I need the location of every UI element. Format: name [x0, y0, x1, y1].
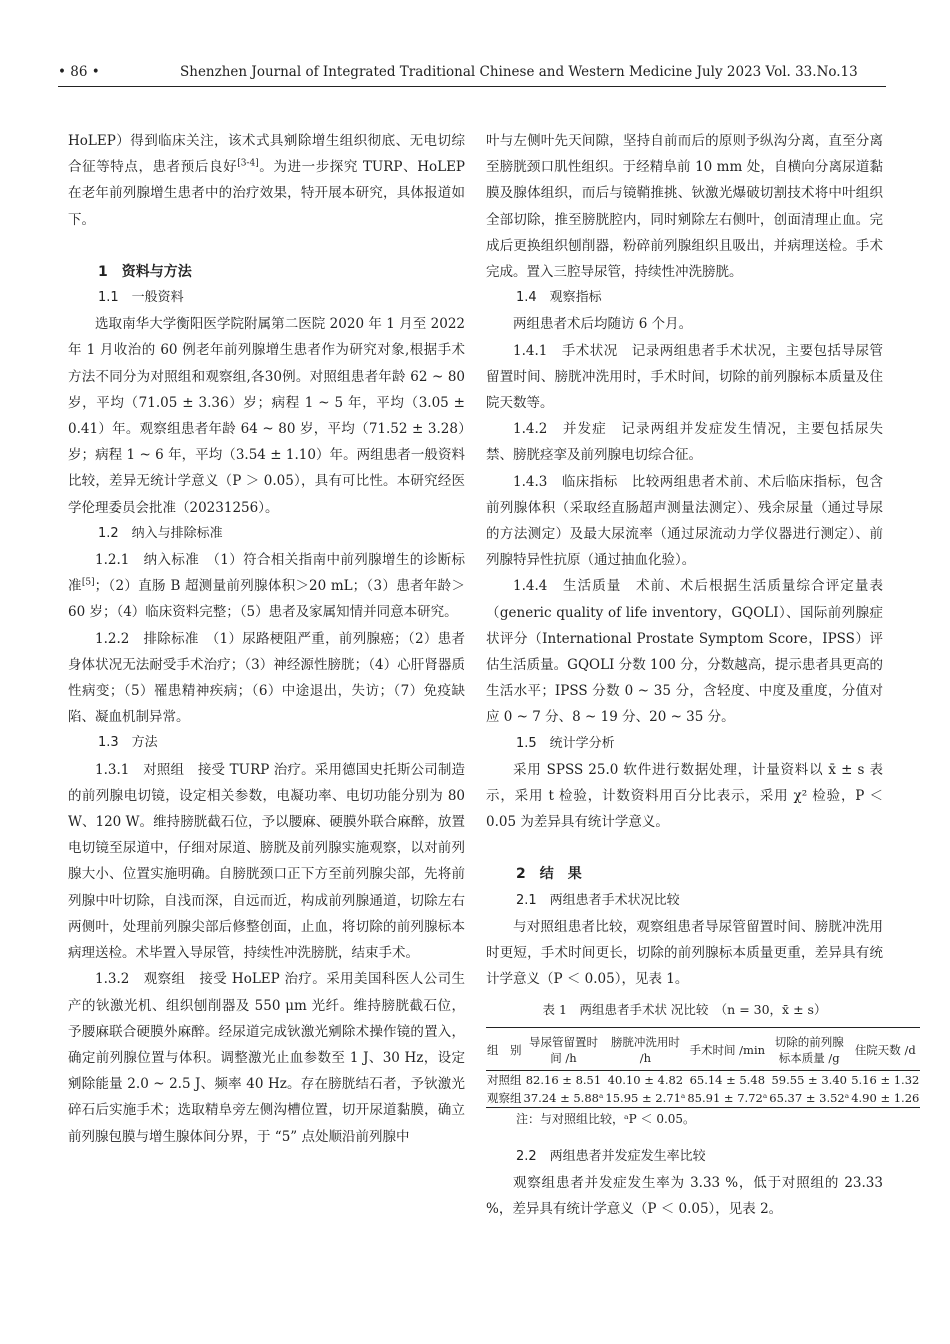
table-header: 住院天数 /d: [850, 1027, 920, 1070]
right-column: [486, 128, 920, 1222]
table-cell: 观察组: [486, 1089, 523, 1108]
table-cell: 5.16 ± 1.32: [851, 1072, 920, 1087]
paragraph: 1.3.2 观察组 接受 HoLEP 治疗。采用美国科医人公司生产的钬激光机、组织刨削器及 550 μm 光纤。维持膀胱截石位，予腰麻联合硬膜外麻醉。经尿道完成钬激光剜除术操作镜的置入，确定前列腺位置与体积。调整激光止血参数至 1 J、30 Hz，设定剜除能量 2.0 ~ 2.5 J、频率 40 Hz。存在膀胱结石者，予钬激光碎石后实施手术；选取精阜旁左侧沟槽位置，切开尿道黏膜，确立前列腺包膜与增生腺体间分界，于 “5” 点处顺沿前列腺中: [68, 971, 465, 1145]
table-header: 手术时间 /min: [686, 1027, 768, 1070]
table-cell: 65.14 ± 5.48: [689, 1072, 766, 1087]
paragraph: 1.4.4 生活质量 术前、术后根据生活质量综合评定量表（generic quality of life inventory，GQOLI）、国际前列腺症状评分（International Prostate Symptom Score，IPSS）评估生活质量。GQOLI 分数 100 分，分数越高，提示患者具更高的生活水平；IPSS 分数 0 ~ 35 分，含轻度、中度及重度，分值对应 0 ~ 7 分、8 ~ 19 分、20 ~ 35 分。: [486, 578, 883, 726]
table-cell: 65.37 ± 3.52ᵃ: [768, 1089, 850, 1108]
table-row: [486, 1070, 920, 1089]
subsection-heading: 2.2 两组患者并发症发生率比较: [516, 1148, 706, 1164]
table-cell: 4.90 ± 1.26: [850, 1089, 920, 1108]
paragraph: 选取南华大学衡阳医学院附属第二医院 2020 年 1 月至 2022 年 1 月收治的 60 例老年前列腺增生患者作为研究对象,根据手术方法不同分为对照组和观察组,各30例。对照组患者年龄 62 ~ 80 岁，平均（71.05 ± 3.36）岁；病程 1 ~ 5 年，平均（3.05 ± 0.41）年。观察组患者年龄 64 ~ 80 岁，平均（71.52 ± 3.28）岁；病程 1 ~ 6 年，平均（3.54 ± 1.10）年。两组患者一般资料比较，差异无统计学意义（P ＞ 0.05），具有可比性。本研究经医学伦理委员会批准（20231256）。: [68, 316, 465, 516]
table-header: 切除的前列腺标本质量 /g: [768, 1027, 850, 1070]
page-number: • 86 •: [58, 64, 100, 80]
table-cell: 40.10 ± 4.82: [607, 1072, 684, 1087]
paragraph: 与对照组患者比较，观察组患者导尿管留置时间、膀胱冲洗用时更短，手术时间更长，切除的前列腺标本质量更重，差异具有统计学意义（P ＜ 0.05），见表 1。: [486, 918, 883, 988]
table-header-row: [486, 1027, 920, 1070]
paragraph: 两组患者术后均随访 6 个月。: [513, 316, 693, 333]
paragraph: 1.3.1 对照组 接受 TURP 治疗。采用德国史托斯公司制造的前列腺电切镜，设定相关参数，电凝功率、电切功能分别为 80 W、120 W。维持膀胱截石位，予以腰麻、硬膜外联合麻醉，放置电切镜至尿道中，仔细对尿道、膀胱及前列腺实施观察，以对前列腺大小、位置实施明确。自膀胱颈口正下方至前列腺尖部，先将前列腺中叶切除，自浅而深，自远而近，构成前列腺通道，切除左右两侧叶，处理前列腺尖部后修整创面，止血，将切除的前列腺标本病理送检。术毕置入导尿管，持续性冲洗膀胱，结束手术。: [68, 761, 465, 962]
intro-paragraph: HoLEP）得到临床关注，该术式具剜除增生组织彻底、无电切综合征等特点，患者预后良好[3-4]。为进一步探究 TURP、HoLEP 在老年前列腺增生患者中的治疗效果，特开展本研究，具体报道如下。: [68, 133, 466, 228]
table-cell: 37.24 ± 5.88ᵃ: [523, 1089, 605, 1108]
subsection-heading: 1.4 观察指标: [516, 290, 602, 306]
paragraph: 1.4.1 手术状况 记录两组患者手术状况，主要包括导尿管留置时间、膀胱冲洗用时，手术时间，切除的前列腺标本质量及住院天数等。: [486, 342, 883, 412]
section-heading: 2 结 果: [516, 866, 582, 883]
journal-title: Shenzhen Journal of Integrated Traditional Chinese and Western Medicine July 2023 Vol. 33.No.13: [180, 64, 858, 80]
paragraph: 采用 SPSS 25.0 软件进行数据处理，计量资料以 x̄ ± s 表示，采用 t 检验，计数资料用百分比表示，采用 χ² 检验，P ＜ 0.05 为差异具有统计学意义。: [486, 761, 883, 831]
subsection-heading: 2.1 两组患者手术状况比较: [516, 892, 680, 908]
paragraph: 1.4.2 并发症 记录两组并发症发生情况，主要包括尿失禁、膀胱痉挛及前列腺电切综合征。: [486, 421, 883, 464]
paragraph: 1.4.3 临床指标 比较两组患者术前、术后临床指标，包含前列腺体积（采取经直肠超声测量法测定）、残余尿量（通过导尿的方法测定）及最大尿流率（通过尿流动力学仪器进行测定）、前列腺特异性抗原（通过抽血化验）。: [486, 473, 883, 569]
table-row: [486, 1089, 920, 1108]
subsection-heading: 1.2 纳入与排除标准: [98, 525, 223, 541]
header-rule: [58, 86, 886, 87]
table-note: 注：与对照组比较，ᵃP ＜ 0.05。: [516, 1111, 696, 1126]
section-heading: 1 资料与方法: [98, 263, 192, 280]
subsection-heading: 1.1 一般资料: [98, 290, 184, 306]
paragraph: 观察组患者并发症发生率为 3.33 %，低于对照组的 23.33 %，差异具有统计学意义（P ＜ 0.05），见表 2。: [486, 1174, 883, 1218]
table-1: [486, 1027, 920, 1108]
table-cell: 对照组: [487, 1072, 522, 1087]
subsection-heading: 1.3 方法: [98, 735, 158, 751]
table-cell: 82.16 ± 8.51: [525, 1072, 602, 1087]
table-cell: 85.91 ± 7.72ᵃ: [686, 1089, 768, 1108]
table-cell: 59.55 ± 3.40: [771, 1072, 847, 1087]
table-caption: 表 1 两组患者手术状 况比较 （n = 30，x̄ ± s）: [542, 1001, 827, 1017]
paragraph: 叶与左侧叶先天间隙，坚持自前而后的原则予纵沟分离，直至分离至膀胱颈口肌性组织。于经精阜前 10 mm 处，自横向分离尿道黏膜及腺体组织，而后与镜鞘推挑、钬激光爆破切割技术将中叶组织全部切除，推至膀胱腔内，同时剜除左右侧叶，创面清理止血。完成后更换组织刨削器，粉碎前列腺组织且吸出，并病理送检。手术完成。置入三腔导尿管，持续性冲洗膀胱。: [486, 133, 883, 281]
table-cell: 15.95 ± 2.71ᵃ: [604, 1089, 686, 1108]
paragraph: 1.2.2 排除标准 （1）尿路梗阻严重，前列腺癌；（2）患者身体状况无法耐受手术治疗；（3）神经源性膀胱；（4）心肝肾器质性病变；（5）罹患精神疾病；（6）中途退出，失访；（7）免疫缺陷、凝血机制异常。: [68, 630, 465, 726]
table-header: 膀胱冲洗用时 /h: [604, 1027, 686, 1070]
subsection-heading: 1.5 统计学分析: [516, 735, 615, 751]
paragraph: 1.2.1 纳入标准 （1）符合相关指南中前列腺增生的诊断标准[5]；（2）直肠 B 超测量前列腺体积＞20 mL；（3）患者年龄＞ 60 岁；（4）临床资料完整；（5）患者及家属知情并同意本研究。: [68, 552, 466, 621]
left-column: [68, 128, 465, 1150]
table-header: 导尿管留置时间 /h: [523, 1027, 605, 1070]
table-header: 组 别: [486, 1027, 523, 1070]
